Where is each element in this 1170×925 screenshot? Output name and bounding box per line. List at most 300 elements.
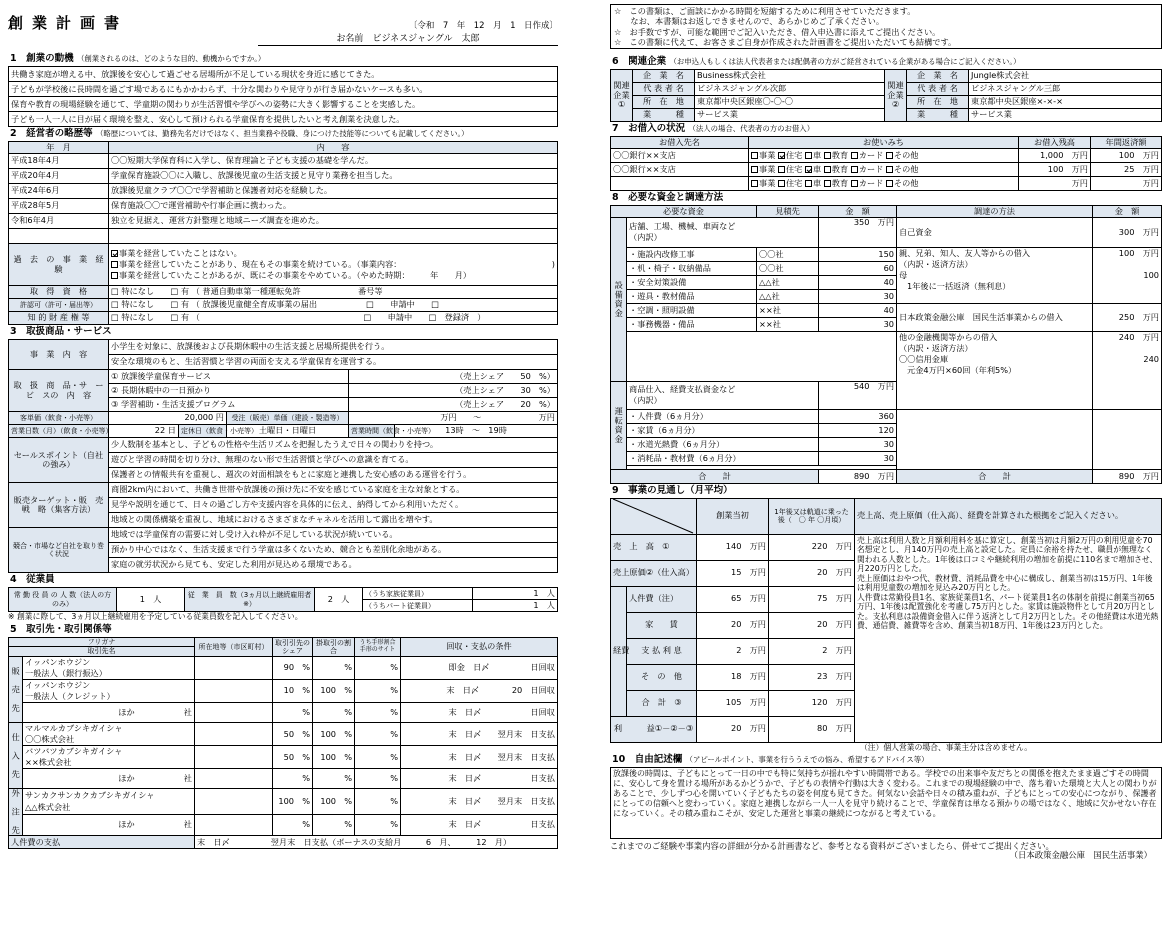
bill[interactable]: %	[355, 680, 401, 703]
checkbox-icon[interactable]	[851, 152, 858, 159]
hdr-name: 取引先名	[9, 646, 195, 656]
capex-quote[interactable]: ××社	[757, 303, 819, 317]
employee-note: ※ 創業に際して、3ヵ月以上継続雇用を予定している従業員数を記入してください。	[8, 612, 303, 622]
balance[interactable]: 100 万円	[1019, 162, 1091, 176]
partner-others[interactable]: ほか 社	[23, 769, 195, 789]
bill[interactable]: %	[355, 746, 401, 769]
capex-quote[interactable]: 〇〇社	[757, 247, 819, 261]
purpose-option-label: その他	[893, 149, 919, 160]
partner-name[interactable]: マルマルカブシキガイシャ 〇〇株式会社	[23, 723, 195, 746]
competition-line[interactable]: 家庭の就労状況から見ても、安定した利用が見込める環境である。	[109, 558, 558, 573]
purpose-option-label: 住宅	[785, 177, 805, 188]
total-initial[interactable]: 105 万円	[697, 690, 769, 716]
row-labor-label: 人件費（注）	[627, 586, 697, 612]
employees-value[interactable]: 2 人	[315, 588, 363, 612]
selling-point-line[interactable]: 遊びと学習の時間を切り分け、無理のない形で生活習慣と学びへの意識を育てる。	[109, 453, 558, 468]
hdr-annual-repay: 年間返済額	[1091, 136, 1162, 148]
credit[interactable]: 100 %	[313, 723, 355, 746]
career-year[interactable]: 平成28年5月	[9, 199, 109, 214]
checkbox-icon[interactable]	[778, 166, 785, 173]
checkbox-icon[interactable]	[851, 166, 858, 173]
col-content: 内 容	[109, 142, 558, 154]
unit-price-value[interactable]: 万円 ～ 万円	[349, 412, 558, 425]
share[interactable]: %	[273, 769, 313, 789]
left-column	[8, 4, 558, 849]
section-4-heading: 4 従業員	[10, 574, 55, 586]
selling-point-label: セールスポイント（自社の強み）	[9, 438, 109, 483]
opex-item[interactable]: ・家賃（6ヵ月分）	[627, 423, 819, 437]
row-other-label: そ の 他	[627, 664, 697, 690]
capex-total[interactable]: 350 万円	[819, 217, 897, 247]
career-content[interactable]: 学童保育施設〇〇に入職し、放課後児童の生活支援と見守り業務を担当した。	[109, 169, 558, 184]
qualification-label: 取 得 資 格	[9, 286, 109, 299]
opex-amount[interactable]: 30	[819, 437, 897, 451]
hdr-need: 必要な資金	[611, 205, 757, 217]
target-line[interactable]: 地域との関係構築を重視し、地域におけるさまざまなチャネルを活用して露出を増やす。	[109, 513, 558, 528]
hdr-location: 所在地等（市区町村）	[195, 637, 273, 656]
checkbox-icon[interactable]	[886, 180, 893, 187]
lender-name[interactable]	[611, 176, 749, 190]
purpose-option-label: 車	[812, 163, 824, 174]
forecast-note: （注）個人営業の場合、事業主分は含めません。	[860, 742, 1032, 752]
share[interactable]: %	[273, 814, 313, 836]
sales-initial[interactable]: 140 万円	[697, 534, 769, 560]
field-label: 所 在 地	[633, 95, 695, 108]
purpose-options[interactable]	[749, 162, 1019, 176]
instruction-line: なお、本書類はお返しできませんので、あらかじめご了承ください。	[614, 16, 885, 27]
price-value[interactable]: 20,000 円	[109, 412, 227, 425]
terms[interactable]: 末 日〆 翌月末 日支払	[401, 746, 558, 769]
purpose-option-label: カード	[858, 177, 886, 188]
terms[interactable]: 末 日〆 翌月末 日支払	[401, 789, 558, 814]
forecast-table	[610, 498, 1162, 743]
col-basis: 売上高、売上原価（仕入高）、経費を計算された根拠をご記入ください。	[855, 498, 1162, 534]
annual-repay[interactable]: 25 万円	[1091, 162, 1162, 176]
career-year[interactable]	[9, 229, 109, 244]
fund-total[interactable]: 890 万円	[1093, 469, 1162, 483]
career-year[interactable]: 平成18年4月	[9, 154, 109, 169]
capex-quote[interactable]: 〇〇社	[757, 261, 819, 275]
checkbox-icon[interactable]	[824, 152, 831, 159]
parttime-value[interactable]: 1 人	[473, 600, 558, 612]
col-year: 年 月	[9, 142, 109, 154]
products-table	[8, 339, 558, 573]
fund-family: 親、兄弟、知人、友人等からの借入 （内訳・返済方法） 母 1年後に一括返済（無利息）	[897, 247, 1093, 303]
target-line[interactable]: 商圏2km内において、共働き世帯や放課後の預け先に不安を感じている家庭を主な対象とする。	[109, 483, 558, 498]
hdr-credit: 掛取引の割合	[313, 637, 355, 656]
fund-own-amount[interactable]: 300 万円	[1093, 217, 1162, 247]
interest-one-year[interactable]: 2 万円	[769, 638, 855, 664]
capex-amount[interactable]: 150	[819, 247, 897, 261]
checkbox-icon[interactable]	[751, 152, 758, 159]
instructions-box	[610, 4, 1162, 49]
purpose-option-label: 車	[812, 177, 824, 188]
service-share[interactable]: （売上シェア 50 %）	[349, 370, 558, 384]
total-one-year[interactable]: 120 万円	[769, 690, 855, 716]
target-line[interactable]: 見学や説明を通じて、日々の過ごし方や支援内容を具体的に伝え、納得してから利用いただく。	[109, 498, 558, 513]
family-label: （うち家族従業員）	[363, 588, 473, 600]
terms[interactable]: 末 日〆 日支払	[401, 769, 558, 789]
company-1-industry[interactable]: サービス業	[695, 108, 885, 121]
opex-amount[interactable]: 30	[819, 451, 897, 465]
service-item[interactable]: ② 長期休暇中の一日預かり	[109, 384, 349, 398]
field-label: 代 表 者 名	[907, 82, 969, 95]
forecast-corner	[611, 498, 697, 534]
hdr-amount: 金 額	[1093, 205, 1162, 217]
hdr-share: 取引引先のシェア	[273, 637, 313, 656]
cogs-one-year[interactable]: 20 万円	[769, 560, 855, 586]
service-item[interactable]: ③ 学習補助・生活支援プログラム	[109, 398, 349, 412]
employees-table	[8, 587, 558, 612]
business-line[interactable]: 安全な環境のもと、生活習慣と学習の両面を支える学童保育を運営する。	[109, 355, 558, 370]
field-label: 業 種	[633, 108, 695, 121]
competition-label: 競合・市場など自社を取り巻く状況	[9, 528, 109, 573]
fund-jfc-amount[interactable]: 250 万円	[1093, 303, 1162, 331]
bill[interactable]: %	[355, 656, 401, 679]
credit[interactable]: %	[313, 703, 355, 723]
balance[interactable]: 1,000 万円	[1019, 148, 1091, 162]
cogs-initial[interactable]: 15 万円	[697, 560, 769, 586]
career-year[interactable]: 平成24年6月	[9, 184, 109, 199]
hdr-bill: うち手形割合手形のサイト	[355, 637, 401, 656]
section-3-heading: 3 取扱商品・サービス	[10, 326, 112, 338]
parttime-label: （うちパート従業員）	[363, 600, 473, 612]
price-label: 客単価（飲食・小売等）	[9, 412, 109, 425]
partner-others[interactable]: ほか 社	[23, 703, 195, 723]
section-1-heading: 1 創業の動機 （創業されるのは、どのような目的、動機からですか。）	[10, 53, 266, 65]
purpose-option-label: 住宅	[785, 163, 805, 174]
family-value[interactable]: 1 人	[473, 588, 558, 600]
purpose-option-label: 事業	[759, 163, 778, 174]
section-6-heading: 6 関連企業 （お申込人もしくは法人代表者または配偶者の方がご経営されている企業がある場合にご記入ください。）	[612, 56, 1021, 67]
bill[interactable]: %	[355, 789, 401, 814]
career-content[interactable]: 〇〇短期大学保育科に入学し、保育理論と子ども支援の基礎を学んだ。	[109, 154, 558, 169]
footer-issuer: （日本政策金融公庫 国民生活事業）	[1009, 850, 1152, 861]
forecast-basis[interactable]: 売上高は利用人数と月額利用料を基に算定し、創業当初は月額2万円の利用児童を70名想定とし、月140万円の売上高と設定した。定員に余裕を持たせ、職員が無理なく関われる人数とした。1年後は口コミや継続利用の増加を前提に110名まで増加させ、月220万円とした。 売上原価はおやつ代、教材費、消耗品費を中心に構成し、創業当初は15万円、1年後は利用児童数の増加を見込み20万円とした。 人件費は常勤役員1名、家族従業員1名、パート従業員1名の体制を前提に創業当初65万円、1年後は配置強化を考慮し75万円とした。家賃は施設物件として月20万円とした。支払利息は設備資金借入に伴う返済として月2万円とした。その他経費は水道光熱費、通信費、雑費等を含め、創業当初18万円、1年後は23万円とした。	[855, 534, 1162, 742]
field-label: 代 表 者 名	[633, 82, 695, 95]
days-value[interactable]: 22 日	[109, 425, 179, 438]
checkbox-icon[interactable]	[886, 166, 893, 173]
company-1-rep[interactable]: ビジネスジャングル次郎	[695, 82, 885, 95]
permit-value[interactable]: □ 特になし □ 有 （ 放課後児童健全育成事業の届出 □ 申請中 □	[109, 299, 558, 312]
qualification-value[interactable]: □ 特になし □ 有 （ 普通自動車第一種運転免許 番号等	[109, 286, 558, 299]
exp-option-continuing[interactable]: 事業を経営していたことがあり、現在もその事業を続けている。（事業内容： )	[111, 259, 555, 270]
applicant-name[interactable]: ビジネスジャングル 太郎	[372, 34, 480, 44]
field-label: 業 種	[907, 108, 969, 121]
capex-amount[interactable]: 60	[819, 261, 897, 275]
share[interactable]: 90 %	[273, 656, 313, 679]
purpose-option-label: カード	[858, 163, 886, 174]
document-header	[8, 4, 558, 32]
applicant-name-row	[258, 34, 558, 46]
opex-amount[interactable]: 360	[819, 409, 897, 423]
career-year[interactable]: 令和6年4月	[9, 214, 109, 229]
purpose-option-label: 事業	[759, 149, 778, 160]
interest-initial[interactable]: 2 万円	[697, 638, 769, 664]
capex-amount[interactable]: 40	[819, 275, 897, 289]
motivation-line[interactable]: 子どもが学校後に長時間を過ごす場であるにもかかわらず、十分な関わりや見守りが行き届かないケースも多い。	[9, 82, 558, 97]
checkbox-icon[interactable]	[111, 250, 118, 257]
purpose-option-label: カード	[858, 149, 886, 160]
company-2-address[interactable]: 東京都中央区銀座×-×-×	[969, 95, 1162, 108]
hdr-lender: お借入先名	[611, 136, 749, 148]
lender-name[interactable]: 〇〇銀行××支店	[611, 148, 749, 162]
opex-item[interactable]: ・人件費（6ヵ月分）	[627, 409, 819, 423]
hdr-amount: 金 額	[819, 205, 897, 217]
career-content[interactable]: 放課後児童クラブ〇〇で学習補助と保護者対応を経験した。	[109, 184, 558, 199]
opex-amount[interactable]: 120	[819, 423, 897, 437]
share[interactable]: %	[273, 703, 313, 723]
section-8-heading: 8 必要な資金と調達方法	[612, 191, 724, 203]
lender-name[interactable]: 〇〇銀行××支店	[611, 162, 749, 176]
purpose-option-label: 教育	[831, 177, 851, 188]
capex-quote[interactable]: △△社	[757, 289, 819, 303]
capex-item[interactable]: ・事務機器・備品	[627, 317, 757, 331]
checkbox-icon[interactable]	[805, 180, 812, 187]
past-experience-label: 過 去 の 事 業 経 験	[9, 244, 109, 286]
row-cogs-label: 売上原価②（仕入高）	[611, 560, 697, 586]
exp-option-none[interactable]: 事業を経営していたことはない。	[111, 248, 555, 259]
profit-initial[interactable]: 20 万円	[697, 716, 769, 742]
service-item[interactable]: ① 放課後学童保育サービス	[109, 370, 349, 384]
rent-initial[interactable]: 20 万円	[697, 612, 769, 638]
annual-repay[interactable]: 100 万円	[1091, 148, 1162, 162]
bill[interactable]: %	[355, 723, 401, 746]
balance[interactable]: 万円	[1019, 176, 1091, 190]
hours-label: 営業時間（飲食・小売等）	[349, 425, 395, 438]
terms[interactable]: 末 日〆 翌月末 日支払	[401, 723, 558, 746]
capex-amount[interactable]: 30	[819, 289, 897, 303]
sales-one-year[interactable]: 220 万円	[769, 534, 855, 560]
related-company-1-label: 関連企業①	[611, 69, 633, 121]
related-company-2-label: 関連企業②	[885, 69, 907, 121]
terms[interactable]: 末 日〆 日支払	[401, 814, 558, 836]
rent-one-year[interactable]: 20 万円	[769, 612, 855, 638]
capex-quote[interactable]: △△社	[757, 275, 819, 289]
opex-item[interactable]: ・消耗品・教材費（6ヵ月分）	[627, 451, 819, 465]
payroll-label: 人件費の支払	[9, 836, 195, 849]
col-one-year: 1年後又は軌道に乗った後（ 〇 年 〇月頃）	[769, 498, 855, 534]
diagonal-line-icon	[613, 499, 693, 533]
permit-label: 許認可（許可・届出等）	[9, 299, 109, 312]
hdr-method: 調達の方法	[897, 205, 1093, 217]
capex-item[interactable]: ・施設内改修工事	[627, 247, 757, 261]
career-content[interactable]	[109, 229, 558, 244]
payroll-value[interactable]: 末 日〆 翌月末 日支払（ボーナスの支給月 6 月、 12 月）	[195, 836, 558, 849]
labor-initial[interactable]: 65 万円	[697, 586, 769, 612]
terms[interactable]: 即金 日〆 日回収	[401, 656, 558, 679]
terms[interactable]: 末 日〆 日回収	[401, 703, 558, 723]
capex-amount[interactable]: 30	[819, 317, 897, 331]
hdr-terms: 回収・支払の条件	[401, 637, 558, 656]
fund-total-label: 合 計	[897, 469, 1093, 483]
purpose-option-label: 事業	[759, 177, 778, 188]
business-label: 事 業 内 容	[9, 340, 109, 370]
motivation-line[interactable]: 子ども一人一人に目が届く環境を整え、安心して預けられる学童保育を提供したいと考え創業を決意した。	[9, 112, 558, 127]
checkbox-icon[interactable]	[886, 152, 893, 159]
competition-line[interactable]: 地域では学童保育の需要に対し受け入れ枠が不足している状況が続いている。	[109, 528, 558, 543]
partner-name[interactable]: イッパンホウジン 一般法人（クレジット）	[23, 680, 195, 703]
purpose-options[interactable]	[749, 148, 1019, 162]
field-label: 企 業 名	[907, 69, 969, 82]
capex-header: 店舗、工場、機械、車両など （内訳）	[627, 217, 819, 247]
capex-item[interactable]: ・空調・照明設備	[627, 303, 757, 317]
document-title: 創業計画書	[8, 13, 129, 32]
opex-header: 商品仕入、経費支払資金など （内訳）	[627, 381, 819, 409]
fund-other-bank: 他の金融機関等からの借入 （内訳・返済方法） 〇〇信用金庫 元金4万円×60回（年利5%）	[897, 331, 1093, 409]
other-one-year[interactable]: 23 万円	[769, 664, 855, 690]
free-text-area[interactable]: 放課後の時間は、子どもにとって一日の中でも特に気持ちが揺れやすい時間帯である。学校での出来事や友だちとの関係を抱えたまま過ごすその時間に、安心して身を置ける場所があるかどうかで、子どもの表情や行動は大きく変わる。これまでの現場経験の中で、落ち着いた環境と大人との関わりがあることで、少しずつ心を開いていく子どもたちの姿を何度も見てきた。何気ない会話や日々の積み重ねが、子どもにとっての安心につながり、保護者にとっての信頼へと変わっていく。家庭と連携しながら一人一人を見守り続けることで、学童保育は単なる預かりの場ではなく、地域に欠かせない存在になっていく。その積み重ねこそが、安定した運営と事業の継続につながると考えている。	[610, 767, 1162, 839]
company-2-rep[interactable]: ビジネスジャングル三郎	[969, 82, 1162, 95]
capex-amount[interactable]: 40	[819, 303, 897, 317]
partner-name[interactable]: バツバツカブシキガイシャ ××株式会社	[23, 746, 195, 769]
unit-price-label: 受注（販売）単価（建設・製造等）	[227, 412, 349, 425]
capex-label: 設備資金	[611, 217, 627, 381]
checkbox-icon[interactable]	[778, 152, 785, 159]
credit[interactable]: 100 %	[313, 789, 355, 814]
holiday-value[interactable]: 土曜日・日曜日	[227, 425, 349, 438]
share[interactable]: 100 %	[273, 789, 313, 814]
competition-line[interactable]: 預かり中心ではなく、生活支援まで行う学童は多くないため、競合とも差別化余地がある。	[109, 543, 558, 558]
career-content[interactable]: 独立を見据え、運営方針整理と地域ニーズ調査を進めた。	[109, 214, 558, 229]
fund-family-amount[interactable]: 100 万円 100	[1093, 247, 1162, 303]
checkbox-icon[interactable]	[778, 180, 785, 187]
checkbox-icon[interactable]	[751, 166, 758, 173]
motivation-line[interactable]: 保育や教育の現場経験を通じて、学童期の関わりが生活習慣や学びへの姿勢に大きく影響することを実感した。	[9, 97, 558, 112]
checkbox-icon[interactable]	[111, 261, 118, 268]
expense-label: 経費	[611, 586, 627, 716]
officers-label: 常 勤 役 員 の 人 数（法人の方のみ）	[9, 588, 117, 612]
name-label: お名前	[336, 34, 364, 44]
services-label: 取 扱 商 品・サ ー ビ スの 内 容	[9, 370, 109, 412]
field-label: 企 業 名	[633, 69, 695, 82]
service-share[interactable]: （売上シェア 20 %）	[349, 398, 558, 412]
checkbox-icon[interactable]	[824, 180, 831, 187]
opex-label: 運転資金	[611, 381, 627, 469]
selling-point-line[interactable]: 保護者との情報共有を重視し、週次の対面相談をもとに家庭と連携した安心感のある運営を行う。	[109, 468, 558, 483]
sales-label: 販 売 先	[9, 656, 23, 722]
selling-point-line[interactable]: 少人数制を基本とし、子どもの性格や生活リズムを把握したうえで日々の関わりを持つ。	[109, 438, 558, 453]
ip-value[interactable]: □ 特になし □ 有 （ □ 申請中 □ 登録済 ）	[109, 312, 558, 325]
hours-value[interactable]: 13時 ～ 19時	[395, 425, 558, 438]
credit[interactable]: 100 %	[313, 746, 355, 769]
company-2-industry[interactable]: サービス業	[969, 108, 1162, 121]
checkbox-icon[interactable]	[824, 166, 831, 173]
field-label: 所 在 地	[907, 95, 969, 108]
row-profit-label: 利 益①－②－③	[611, 716, 697, 742]
credit[interactable]: %	[313, 769, 355, 789]
terms[interactable]: 末 日〆 20 日回収	[401, 680, 558, 703]
motivation-line[interactable]: 共働き家庭が増える中、放課後を安心して過ごせる居場所が不足している現状を身近に感じてきた。	[9, 67, 558, 82]
need-total[interactable]: 890 万円	[819, 469, 897, 483]
checkbox-icon[interactable]	[851, 180, 858, 187]
career-content[interactable]: 保育施設〇〇で運営補助や行事企画に携わった。	[109, 199, 558, 214]
ip-label: 知 的 財 産 権 等	[9, 312, 109, 325]
checkbox-icon[interactable]	[751, 180, 758, 187]
credit[interactable]: %	[313, 814, 355, 836]
footer-line: これまでのご経験や事業内容の詳細が分かる計画書など、参考となる資料がございましたら、併せてご提出ください。	[610, 840, 1054, 851]
checkbox-icon[interactable]	[805, 152, 812, 159]
purpose-option-label: その他	[893, 177, 919, 188]
credit[interactable]: %	[313, 656, 355, 679]
credit[interactable]: 100 %	[313, 680, 355, 703]
capex-item[interactable]: ・安全対策設備	[627, 275, 757, 289]
purpose-option-label: 教育	[831, 163, 851, 174]
checkbox-icon[interactable]	[805, 166, 812, 173]
row-sales-label: 売 上 高 ①	[611, 534, 697, 560]
opex-item[interactable]: ・水道光熱費（6ヵ月分）	[627, 437, 819, 451]
other-initial[interactable]: 18 万円	[697, 664, 769, 690]
instruction-line: ☆ この書類に代えて、お客さまご自身が作成された計画書をご提出いただいても結構です。	[614, 36, 957, 47]
career-year[interactable]: 平成20年4月	[9, 169, 109, 184]
row-total-label: 合 計 ③	[627, 690, 697, 716]
officers-value[interactable]: 1 人	[117, 588, 185, 612]
hdr-kana: フリガナ	[9, 637, 195, 646]
instruction-line: ☆ この書類は、ご面談にかかる時間を短縮するために利用させていただきます。	[614, 6, 916, 16]
company-1-address[interactable]: 東京都中央区銀座〇-〇-〇	[695, 95, 885, 108]
target-label: 販売ターゲット・販 売 戦 略（集客方法）	[9, 483, 109, 528]
row-rent-label: 家 賃	[627, 612, 697, 638]
purpose-options[interactable]	[749, 176, 1019, 190]
section-5-heading: 5 取引先・取引関係等	[10, 623, 112, 635]
checkbox-icon[interactable]	[111, 272, 118, 279]
capex-item[interactable]: ・机・椅子・収納備品	[627, 261, 757, 275]
partner-others[interactable]: ほか 社	[23, 814, 195, 836]
instruction-line: ☆ お手数ですが、可能な範囲でご記入いただき、借入申込書に添えてご提出ください。	[614, 26, 941, 37]
share[interactable]: 50 %	[273, 746, 313, 769]
partner-name[interactable]: サンカクサンカクカブシキガイシャ △△株式会社	[23, 789, 195, 814]
profit-one-year[interactable]: 80 万円	[769, 716, 855, 742]
career-table	[8, 141, 558, 325]
service-share[interactable]: （売上シェア 30 %）	[349, 384, 558, 398]
labor-one-year[interactable]: 75 万円	[769, 586, 855, 612]
capex-item[interactable]: ・遊具・教材備品	[627, 289, 757, 303]
fund-own: 自己資金	[897, 217, 1093, 247]
annual-repay[interactable]: 万円	[1091, 176, 1162, 190]
opex-total[interactable]: 540 万円	[819, 381, 897, 409]
bill[interactable]: %	[355, 769, 401, 789]
days-label: 営業日数（月）（飲食・小売等）	[9, 425, 109, 438]
bill[interactable]: %	[355, 814, 401, 836]
capex-quote[interactable]: ××社	[757, 317, 819, 331]
partners-table	[8, 637, 558, 850]
purpose-option-label: 車	[812, 149, 824, 160]
purpose-option-label: 住宅	[785, 149, 805, 160]
related-companies-table	[610, 69, 1162, 122]
share[interactable]: 10 %	[273, 680, 313, 703]
partner-name[interactable]: イッパンホウジン 一般法人（銀行振込）	[23, 656, 195, 679]
exp-option-closed[interactable]: 事業を経営していたことがあるが、既にその事業をやめている。（やめた時期： 年 月）	[111, 270, 555, 281]
section-2-heading: 2 経営者の略歴等 （略歴については、勤務先名だけではなく、担当業務や役職、身につけた技能等についても記載してください。）	[10, 128, 469, 140]
right-column	[610, 4, 1162, 861]
supplier-label: 仕 入 先	[9, 723, 23, 789]
business-line[interactable]: 小学生を対象に、放課後および長期休暇中の生活支援と居場所提供を行う。	[109, 340, 558, 355]
employees-label: 従 業 員 数（3ヵ月以上継続雇用者※）	[185, 588, 315, 612]
section-10-heading: 10 自由記述欄 （アピールポイント、事業を行ううえでの悩み、希望するアドバイス等）	[612, 753, 929, 765]
fund-other-bank-amount[interactable]: 240 万円 240	[1093, 331, 1162, 409]
row-interest-label: 支 払 利 息	[627, 638, 697, 664]
holiday-label: 定休日（飲食・小売等）	[179, 425, 227, 438]
share[interactable]: 50 %	[273, 723, 313, 746]
col-initial: 創業当初	[697, 498, 769, 534]
fund-jfc: 日本政策金融公庫 国民生活事業からの借入	[897, 303, 1093, 331]
company-1-name[interactable]: Business株式会社	[695, 69, 885, 82]
bill[interactable]: %	[355, 703, 401, 723]
motivation-table	[8, 66, 558, 127]
hdr-quote: 見積先	[757, 205, 819, 217]
hdr-balance: お借入残高	[1019, 136, 1091, 148]
company-2-name[interactable]: Jungle株式会社	[969, 69, 1162, 82]
